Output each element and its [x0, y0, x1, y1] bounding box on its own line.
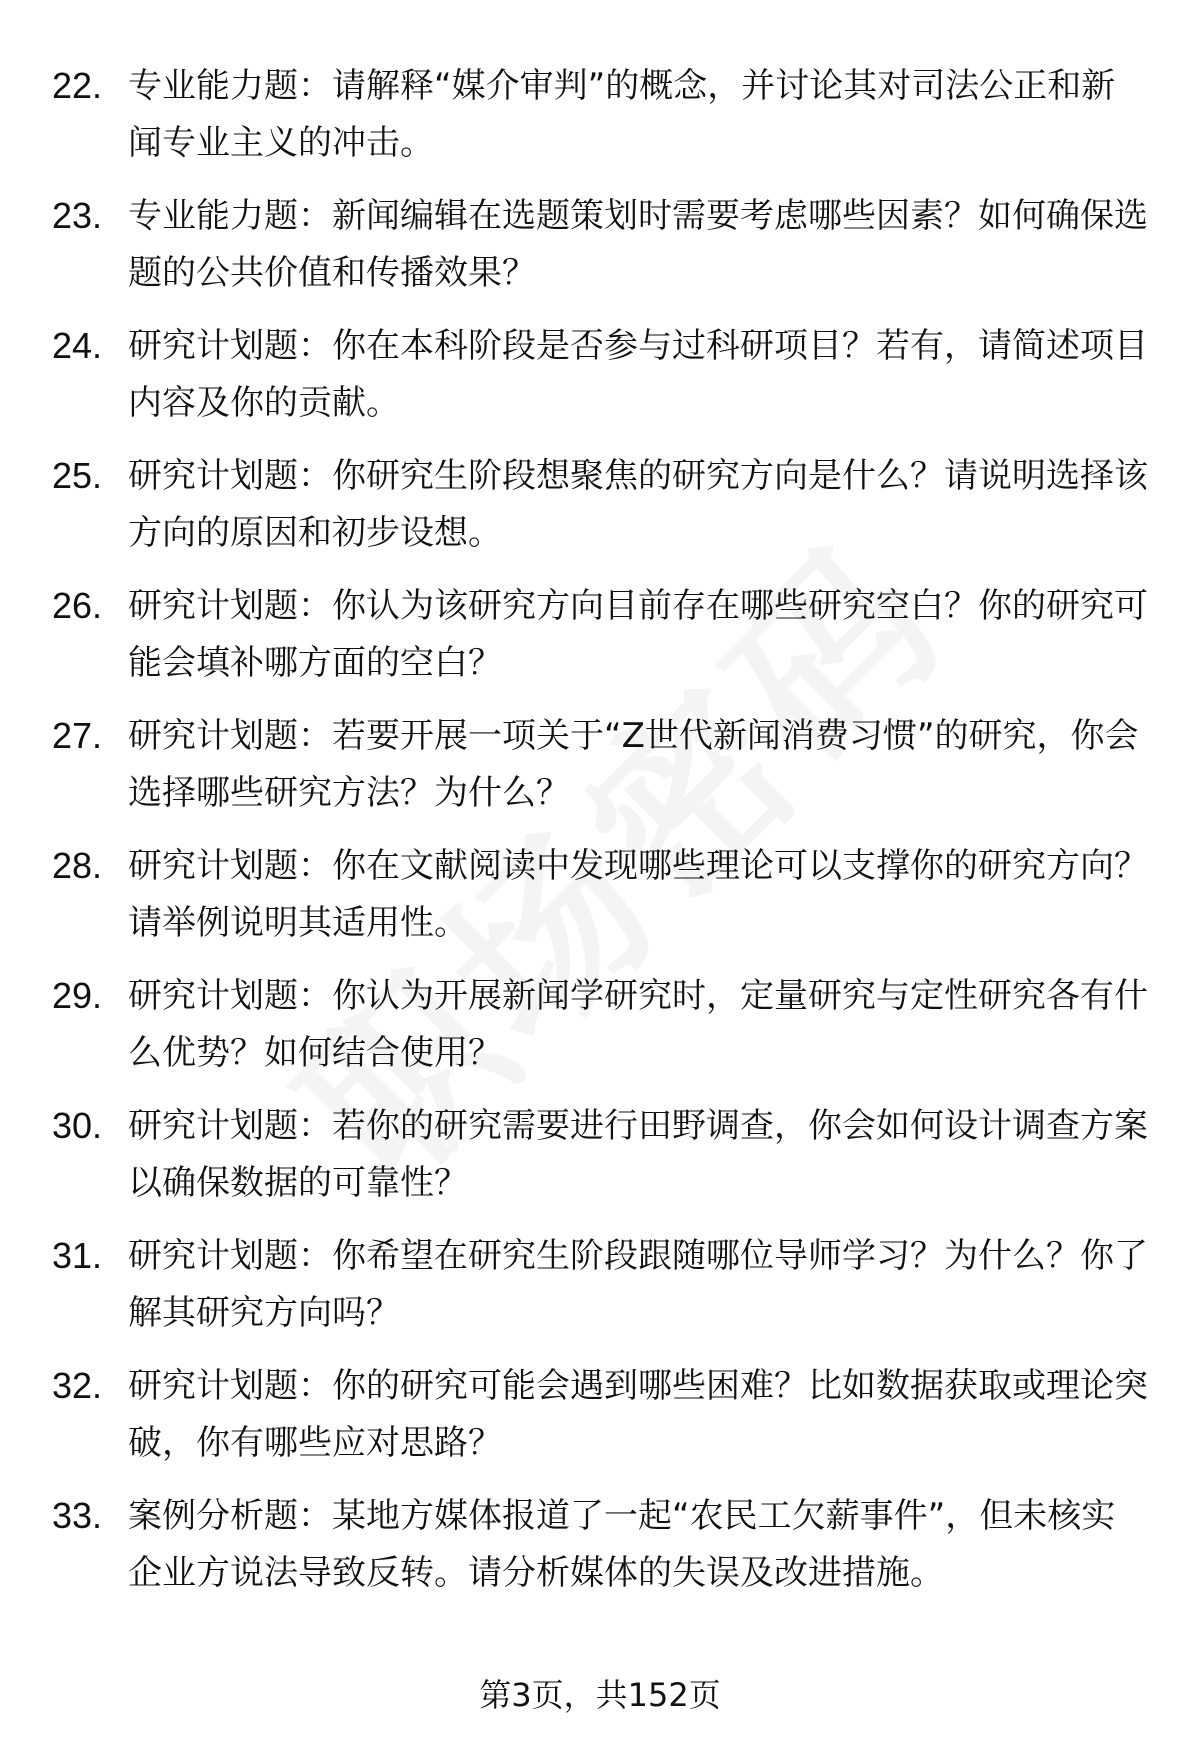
question-item: [0, 568, 1200, 698]
question-number: 27.: [52, 715, 103, 756]
question-text: 研究计划题：你在文献阅读中发现哪些理论可以支撑你的研究方向？请举例说明其适用性。: [128, 846, 1148, 943]
question-text: 研究计划题：你认为开展新闻学研究时，定量研究与定性研究各有什么优势？如何结合使用？: [128, 976, 1148, 1073]
question-item: [0, 178, 1200, 308]
question-number: 25.: [52, 455, 103, 496]
question-text: 案例分析题：某地方媒体报道了一起“农民工欠薪事件”，但未核实企业方说法导致反转。请分析媒体的失误及改进措施。: [128, 1496, 1116, 1593]
question-item: [0, 48, 1200, 178]
question-item: [0, 308, 1200, 438]
question-item: [0, 1348, 1200, 1478]
question-text: 研究计划题：若要开展一项关于“Z世代新闻消费习惯”的研究，你会选择哪些研究方法？为什么？: [128, 716, 1139, 813]
question-text: 专业能力题：新闻编辑在选题策划时需要考虑哪些因素？如何确保选题的公共价值和传播效果？: [128, 196, 1148, 293]
question-list: [0, 48, 1200, 1608]
page-footer: 第3页，共152页: [479, 1676, 721, 1714]
question-number: 22.: [52, 65, 103, 106]
question-item: [0, 1218, 1200, 1348]
question-item: [0, 828, 1200, 958]
question-number: 32.: [52, 1365, 103, 1406]
question-item: [0, 958, 1200, 1088]
question-number: 30.: [52, 1105, 103, 1146]
question-number: 33.: [52, 1495, 103, 1536]
question-number: 29.: [52, 975, 103, 1016]
question-item: [0, 1088, 1200, 1218]
question-number: 24.: [52, 325, 103, 366]
question-number: 23.: [52, 195, 103, 236]
question-item: [0, 698, 1200, 828]
question-number: 26.: [52, 585, 103, 626]
question-number: 28.: [52, 845, 103, 886]
question-item: [0, 1478, 1200, 1608]
question-text: 研究计划题：你在本科阶段是否参与过科研项目？若有，请简述项目内容及你的贡献。: [128, 326, 1148, 423]
question-item: [0, 438, 1200, 568]
question-text: 研究计划题：若你的研究需要进行田野调查，你会如何设计调查方案以确保数据的可靠性？: [128, 1106, 1148, 1203]
question-number: 31.: [52, 1235, 103, 1276]
question-text: 研究计划题：你研究生阶段想聚焦的研究方向是什么？请说明选择该方向的原因和初步设想。: [128, 456, 1148, 553]
question-text: 研究计划题：你认为该研究方向目前存在哪些研究空白？你的研究可能会填补哪方面的空白？: [128, 586, 1148, 683]
question-text: 研究计划题：你的研究可能会遇到哪些困难？比如数据获取或理论突破，你有哪些应对思路？: [128, 1366, 1148, 1463]
question-text: 专业能力题：请解释“媒介审判”的概念，并讨论其对司法公正和新闻专业主义的冲击。: [128, 66, 1116, 163]
question-text: 研究计划题：你希望在研究生阶段跟随哪位导师学习？为什么？你了解其研究方向吗？: [128, 1236, 1148, 1333]
